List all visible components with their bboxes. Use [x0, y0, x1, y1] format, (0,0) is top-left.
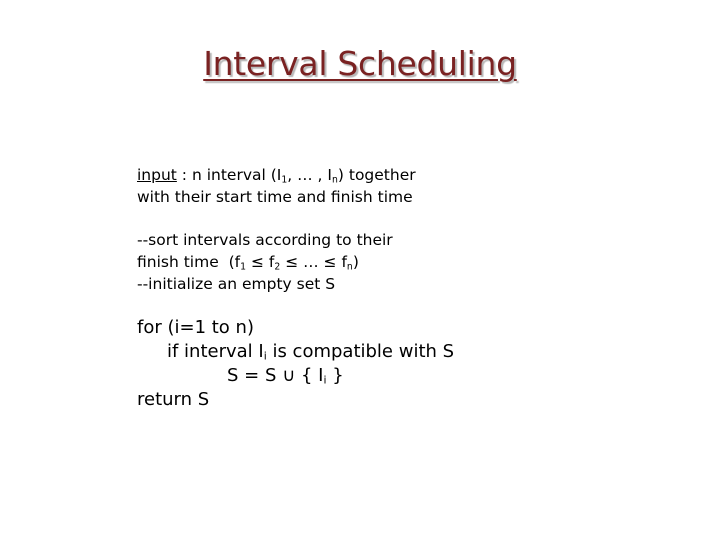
- input-label: input: [137, 166, 177, 184]
- input-description: [137, 164, 416, 208]
- sort-text-c: ≤ … ≤ f: [280, 253, 347, 271]
- algo-for-line: for (i=1 to n): [137, 317, 254, 338]
- sort-line-2: [137, 251, 393, 273]
- sort-text-d: ): [352, 253, 359, 271]
- input-text-c: ) together: [337, 166, 416, 184]
- input-text-b: , … , I: [287, 166, 332, 184]
- input-sub-1: 1: [281, 174, 288, 186]
- algo-union-sub-i: i: [323, 373, 327, 387]
- sort-text-a: finish time (f: [137, 253, 241, 271]
- algo-if-text-a: if interval I: [167, 341, 264, 362]
- sort-sub-1: 1: [240, 261, 247, 273]
- init-line: --initialize an empty set S: [137, 275, 336, 293]
- preprocessing-steps: [137, 229, 393, 295]
- sort-sub-n: n: [346, 261, 353, 273]
- input-line-2: with their start time and finish time: [137, 188, 413, 206]
- algo-sub-i: i: [263, 349, 267, 363]
- sort-line-1: --sort intervals according to their: [137, 231, 393, 249]
- sort-sub-2: 2: [274, 261, 281, 273]
- algo-union-text-b: }: [326, 365, 344, 386]
- input-line-1: [137, 164, 416, 186]
- algo-union-text-a: S = S ∪ { I: [227, 365, 324, 386]
- algo-if-text-b: is compatible with S: [266, 341, 455, 362]
- algo-return-line: return S: [137, 389, 210, 410]
- input-sub-n: n: [331, 174, 338, 186]
- algo-union-line: [137, 364, 454, 388]
- algorithm-pseudocode: [137, 316, 454, 412]
- sort-text-b: ≤ f: [246, 253, 275, 271]
- algo-if-line: [137, 340, 454, 364]
- slide-title: Interval Scheduling: [203, 44, 517, 83]
- input-text-a: : n interval (I: [176, 166, 282, 184]
